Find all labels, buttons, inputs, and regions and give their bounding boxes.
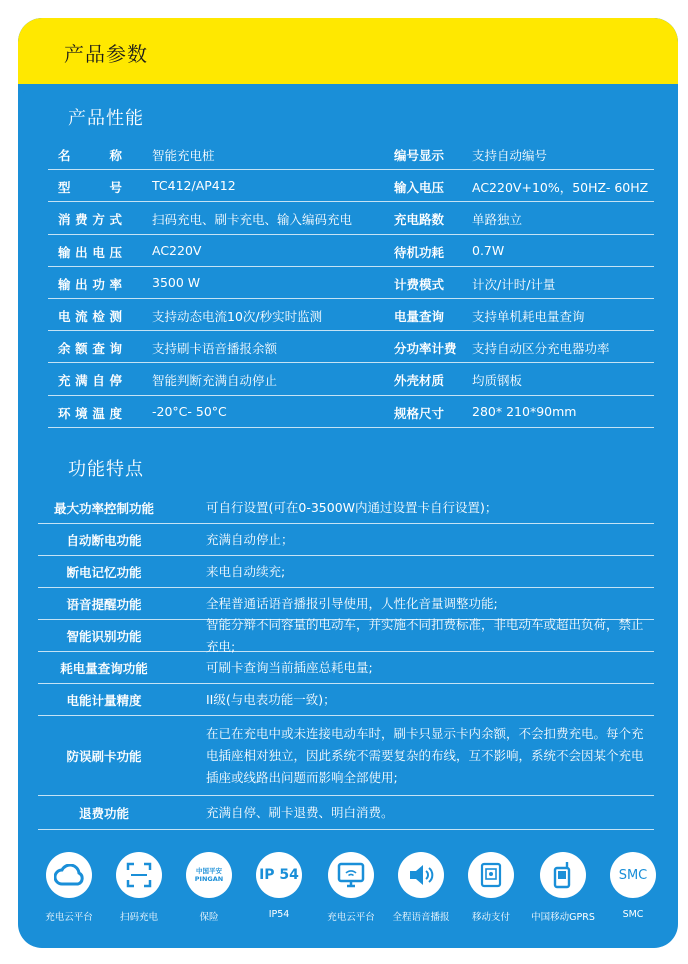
icon-label: SMC	[622, 909, 644, 920]
spec-value: -20°C- 50°C	[152, 403, 227, 419]
ip54-icon	[256, 852, 302, 898]
feature-key: 电能计量精度	[66, 692, 142, 708]
spec-value: 智能充电桩	[152, 148, 215, 163]
spec-key: 编号显示	[394, 148, 445, 163]
spec-value: 单路独立	[472, 212, 523, 228]
spec-key: 消费方式	[58, 212, 122, 228]
scan-icon	[116, 852, 162, 898]
icon-label: 全程语音播报	[392, 912, 450, 923]
spec-key: 分功率计费	[394, 341, 457, 357]
feature-key: 最大功率控制功能	[53, 500, 154, 516]
icon-item	[596, 852, 670, 920]
spec-value: 智能判断充满自动停止	[152, 373, 278, 389]
icon-label: 充电云平台	[45, 912, 93, 923]
pingan-logo-en: PINGAN	[194, 875, 224, 883]
spec-value: 扫码充电、刷卡充电、输入编码充电	[152, 212, 353, 228]
icon-item	[32, 852, 106, 923]
feature-key: 自动断电功能	[66, 532, 142, 548]
table-row	[38, 716, 654, 796]
spec-value: 3500 W	[152, 274, 201, 290]
icon-label: 扫码充电	[119, 912, 158, 923]
spec-key: 计费模式	[394, 276, 445, 292]
feature-value: 可刷卡查询当前插座总耗电量;	[206, 659, 373, 675]
spec-key: 充满自停	[58, 373, 122, 389]
spec-value: 支持单机耗电量查询	[472, 308, 585, 324]
icon-label: 移动支付	[471, 912, 510, 923]
table-row	[48, 331, 654, 363]
spec-key: 型号	[58, 180, 122, 196]
spec-value: AC220V+10%，50HZ- 60HZ	[472, 180, 649, 196]
spec-key: 输入电压	[394, 180, 445, 196]
icon-item	[242, 852, 316, 920]
performance-title: 产品性能	[68, 108, 144, 129]
spec-value: 计次/计时/计量	[472, 276, 556, 292]
product-params-card	[18, 18, 678, 948]
table-row	[48, 202, 654, 234]
feature-key: 退费功能	[78, 805, 129, 821]
feature-key: 防误刷卡功能	[66, 748, 142, 764]
icon-item	[102, 852, 176, 923]
feature-key: 断电记忆功能	[66, 564, 142, 580]
pingan-icon	[186, 852, 232, 898]
spec-key: 余额查询	[58, 341, 122, 357]
spec-key: 输出功率	[58, 276, 122, 292]
spec-key: 环境温度	[58, 405, 122, 421]
icon-label: 保险	[199, 912, 219, 923]
table-row	[48, 267, 654, 299]
table-row	[48, 170, 654, 202]
icon-item	[172, 852, 246, 923]
table-row	[38, 684, 654, 716]
header-bar	[18, 18, 678, 84]
table-row	[48, 363, 654, 395]
table-row	[38, 524, 654, 556]
table-row	[48, 138, 654, 170]
feature-value: 来电自动续充;	[206, 563, 286, 579]
icon-item	[454, 852, 528, 923]
feature-value: 充满自动停止；	[206, 531, 294, 547]
table-row	[48, 396, 654, 428]
features-table	[38, 492, 654, 830]
feature-value: II级(与电表功能一致)；	[206, 691, 336, 707]
table-row	[48, 299, 654, 331]
smc-icon	[610, 852, 656, 898]
spec-value: 0.7W	[472, 242, 505, 258]
icon-label: IP54	[268, 909, 290, 920]
monitor-icon	[328, 852, 374, 898]
spec-key: 充电路数	[394, 212, 445, 228]
feature-key: 智能识别功能	[66, 628, 142, 644]
table-row	[38, 796, 654, 830]
spec-key: 规格尺寸	[394, 405, 445, 421]
spec-key: 电量查询	[394, 308, 445, 324]
spec-value: 支持刷卡语音播报余额	[152, 341, 278, 357]
features-title: 功能特点	[68, 459, 144, 480]
icon-label: 充电云平台	[327, 912, 375, 923]
spec-key: 外壳材质	[394, 373, 445, 389]
spec-key: 名称	[58, 148, 122, 163]
page-title: 产品参数	[64, 42, 148, 66]
icon-label: 中国移动GPRS	[531, 912, 595, 923]
spec-key: 待机功耗	[394, 244, 445, 260]
feature-value: 可自行设置(可在0-3500W内通过设置卡自行设置)；	[206, 499, 498, 515]
pingan-logo-cn: 中国平安	[196, 867, 222, 875]
table-row	[38, 492, 654, 524]
spec-value: 支持自动区分充电器功率	[472, 341, 610, 357]
spec-key: 输出电压	[58, 244, 122, 260]
spec-value: 均质钢板	[472, 373, 523, 389]
icon-item	[314, 852, 388, 923]
spec-value: AC220V	[152, 242, 202, 258]
spec-key: 电流检测	[58, 308, 122, 324]
feature-icons-bar	[18, 852, 678, 942]
icon-item	[384, 852, 458, 923]
ip54-text: IP 54	[259, 867, 299, 883]
speaker-icon	[398, 852, 444, 898]
spec-value: 支持动态电流10次/秒实时监测	[152, 308, 323, 324]
cloud-icon	[46, 852, 92, 898]
feature-key: 耗电量查询功能	[60, 660, 148, 676]
feature-value: 智能分辩不同容量的电动车，并实施不同扣费标准，非电动车或超出负荷，禁止充电;	[206, 616, 644, 654]
icon-item	[526, 852, 600, 923]
spec-value: 280* 210*90mm	[472, 403, 577, 419]
feature-value: 全程普通话语音播报引导使用，人性化音量调整功能;	[206, 595, 498, 611]
table-row	[38, 556, 654, 588]
feature-key: 语音提醒功能	[66, 596, 142, 612]
table-row	[38, 652, 654, 684]
feature-value: 在已在充电中或未连接电动车时，刷卡只显示卡内余额，不会扣费充电。每个充电插座相对独立，因此系统不需要复杂的布线，互不影响，系统不会因某个充电插座或线路出问题而影响全部使用;	[206, 725, 644, 785]
table-row	[38, 616, 654, 654]
performance-table	[48, 138, 654, 428]
spec-value: TC412/AP412	[152, 178, 236, 194]
smc-text: SMC	[618, 867, 648, 883]
table-row	[48, 235, 654, 267]
mobile-pay-icon	[468, 852, 514, 898]
gprs-icon	[540, 852, 586, 898]
spec-value: 支持自动编号	[472, 148, 548, 163]
feature-value: 充满自停、刷卡退费、明白消费。	[206, 804, 394, 820]
